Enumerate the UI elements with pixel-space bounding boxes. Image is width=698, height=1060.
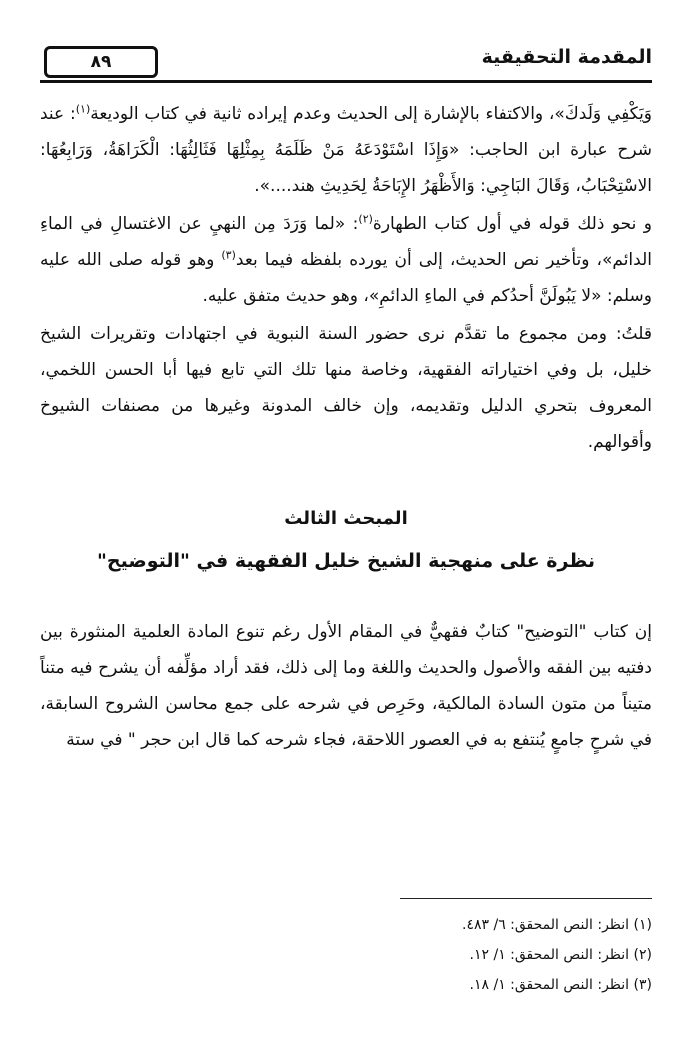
paragraph-1-continuation: : عند شرح عبارة ابن الحاجب: «وَإِذَا اسْتَوْدَعَهُ مَنْ ظَلَمَهُ بِمِثْلِهَا فَثَالِثُهَا: الْكَرَاهَةُ، وَرَابِعُهَا: الاسْتِحْبَابُ، وَقَالَ البَاجِي: وَالأَظْهَرُ الإِبَاحَةُ لِحَدِيثِ هند....».: [40, 104, 652, 196]
page-number-box: [44, 46, 158, 78]
footnote-ref-1[interactable]: (١): [75, 102, 91, 116]
paragraph-4: إن كتاب "التوضيح" كتابٌ فقهيٌّ في المقام الأول رغم تنوع المادة العلمية المنثورة بين دفتيه بين الفقه والأصول والحديث واللغة وما إلى ذلك، فقد أراد مؤلِّفه أن يشرح فيه متناً متيناً من متون السادة المالكية، وحَرِص في شرحه على جمع محاسن الشروح السابقة، في شرحٍ جامعٍ يُنتفع به في العصور اللاحقة، فجاء شرحه كما قال ابن حجر " في ستة: [40, 622, 652, 750]
footnote-ref-2[interactable]: (٢): [358, 212, 373, 226]
footnote-3: (٣) انظر: النص المحقق: ١/ ١٨.: [469, 977, 652, 993]
header-rule: [40, 80, 652, 83]
paragraph-1-text: وَيَكْفِي وَلَدكَ»، والاكتفاء بالإشارة إلى الحديث وعدم إيراده ثانية في كتاب الوديعة: [90, 104, 653, 124]
footnote-ref-3[interactable]: (٣): [221, 248, 236, 262]
footnote-separator: [400, 898, 652, 899]
page-header: [40, 44, 652, 84]
running-title: المقدمة التحقيقية: [481, 46, 652, 68]
footnote-1: (١) انظر: النص المحقق: ٦/ ٤٨٣.: [462, 917, 652, 933]
main-text: [40, 96, 652, 758]
paragraph-2-end: وهو قوله صلى الله عليه وسلم: «لا يَبُولَنَّ أحدُكم في الماءِ الدائمِ»، وهو حديث متفق عليه.: [40, 250, 652, 306]
paragraph-3: قلتُ: ومن مجموع ما تقدَّم نرى حضور السنة النبوية في اجتهادات وتقريرات الشيخ خليل، بل وفي اختياراته الفقهية، وخاصة منها تلك التي تابع فيها أبا الحسن اللخمي، المعروف بتحري الدليل وتقديمه، وإن خالف المدونة وغيرها من مصنفات الشيوخ وأقوالهم.: [40, 324, 652, 452]
footnote-2: (٢) انظر: النص المحقق: ١/ ١٢.: [469, 947, 652, 963]
paragraph-2: [40, 206, 652, 314]
paragraph-2-continuation: : «لما وَرَدَ مِن النهيِ عن الاغتسالِ في الماءِ الدائم»، وتأخير نص الحديث، إلى أن يورده بلفظه فيما بعد: [40, 214, 652, 270]
page-number: ٨٩: [90, 52, 112, 72]
paragraph-2-text: و نحو ذلك قوله في أول كتاب الطهارة: [372, 214, 652, 234]
heading-spacer: [40, 576, 652, 614]
footnotes: [40, 910, 652, 1000]
section-heading: المبحث الثالث: [284, 508, 408, 529]
section-subheading: نظرة على منهجية الشيخ خليل الفقهية في "التوضيح": [97, 550, 595, 572]
paragraph-1: [40, 96, 652, 204]
